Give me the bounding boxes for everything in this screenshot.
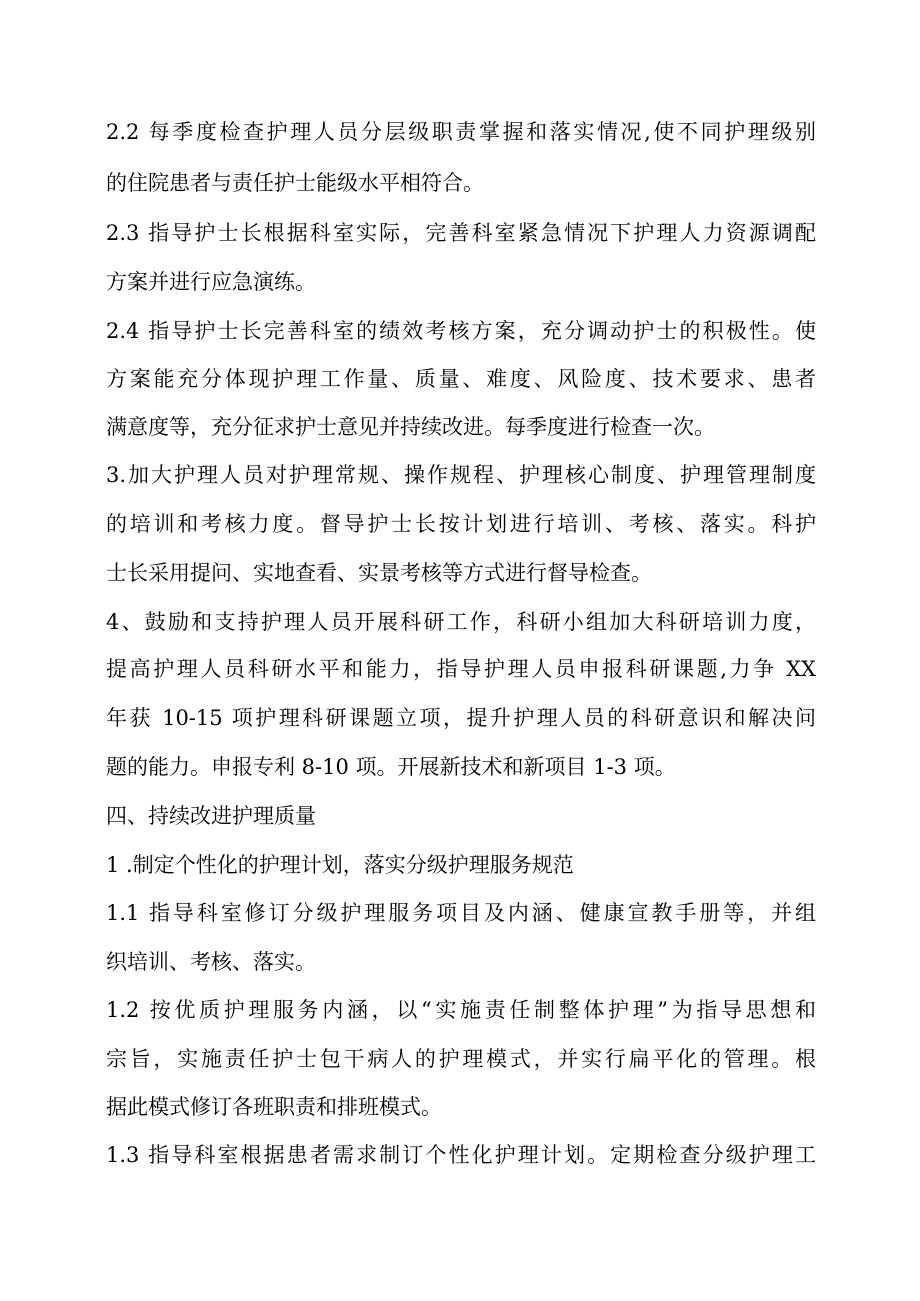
text-line-7: 满意度等，充分征求护士意见并持续改进。每季度进行检查一次。	[106, 415, 715, 439]
text-line-2: 的住院患者与责任护士能级水平相符合。	[106, 171, 484, 195]
text-line-8: 3.加大护理人员对护理常规、操作规程、护理核心制度、护理管理制度	[106, 463, 816, 487]
text-line-21: 据此模式修订各班职责和排班模式。	[106, 1095, 442, 1119]
text-line-20: 宗旨，实施责任护士包干病人的护理模式，并实行扁平化的管理。根	[106, 1047, 816, 1071]
text-line-6: 方案能充分体现护理工作量、质量、难度、风险度、技术要求、患者	[106, 367, 816, 391]
text-line-11: 4、鼓励和支持护理人员开展科研工作，科研小组加大科研培训力度，	[106, 610, 816, 634]
text-line-5: 2.4 指导护士长完善科室的绩效考核方案，充分调动护士的积极性。使	[106, 319, 816, 343]
section-heading-4: 四、持续改进护理质量	[106, 804, 316, 828]
text-line-12: 提高护理人员科研水平和能力，指导护理人员申报科研课题,力争 XX	[106, 657, 816, 681]
text-line-22: 1.3 指导科室根据患者需求制订个性化护理计划。定期检查分级护理工	[106, 1143, 816, 1167]
text-line-9: 的培训和考核力度。督导护士长按计划进行培训、考核、落实。科护	[106, 512, 816, 536]
subheading-1: 1 .制定个性化的护理计划，落实分级护理服务规范	[106, 853, 574, 877]
text-line-13: 年获 10-15 项护理科研课题立项，提升护理人员的科研意识和解决问	[106, 706, 816, 730]
text-line-17: 1.1 指导科室修订分级护理服务项目及内涵、健康宣教手册等，并组	[106, 901, 816, 925]
text-line-18: 织培训、考核、落实。	[106, 950, 316, 974]
text-line-4: 方案并进行应急演练。	[106, 270, 316, 294]
text-line-3: 2.3 指导护士长根据科室实际，完善科室紧急情况下护理人力资源调配	[106, 221, 816, 245]
text-line-10: 士长采用提问、实地查看、实景考核等方式进行督导检查。	[106, 561, 652, 585]
text-line-19: 1.2 按优质护理服务内涵，以“实施责任制整体护理”为指导思想和	[106, 998, 816, 1022]
text-line-14: 题的能力。申报专利 8-10 项。开展新技术和新项目 1-3 项。	[106, 755, 676, 779]
text-line-1: 2.2 每季度检查护理人员分层级职责掌握和落实情况,使不同护理级别	[106, 120, 816, 144]
